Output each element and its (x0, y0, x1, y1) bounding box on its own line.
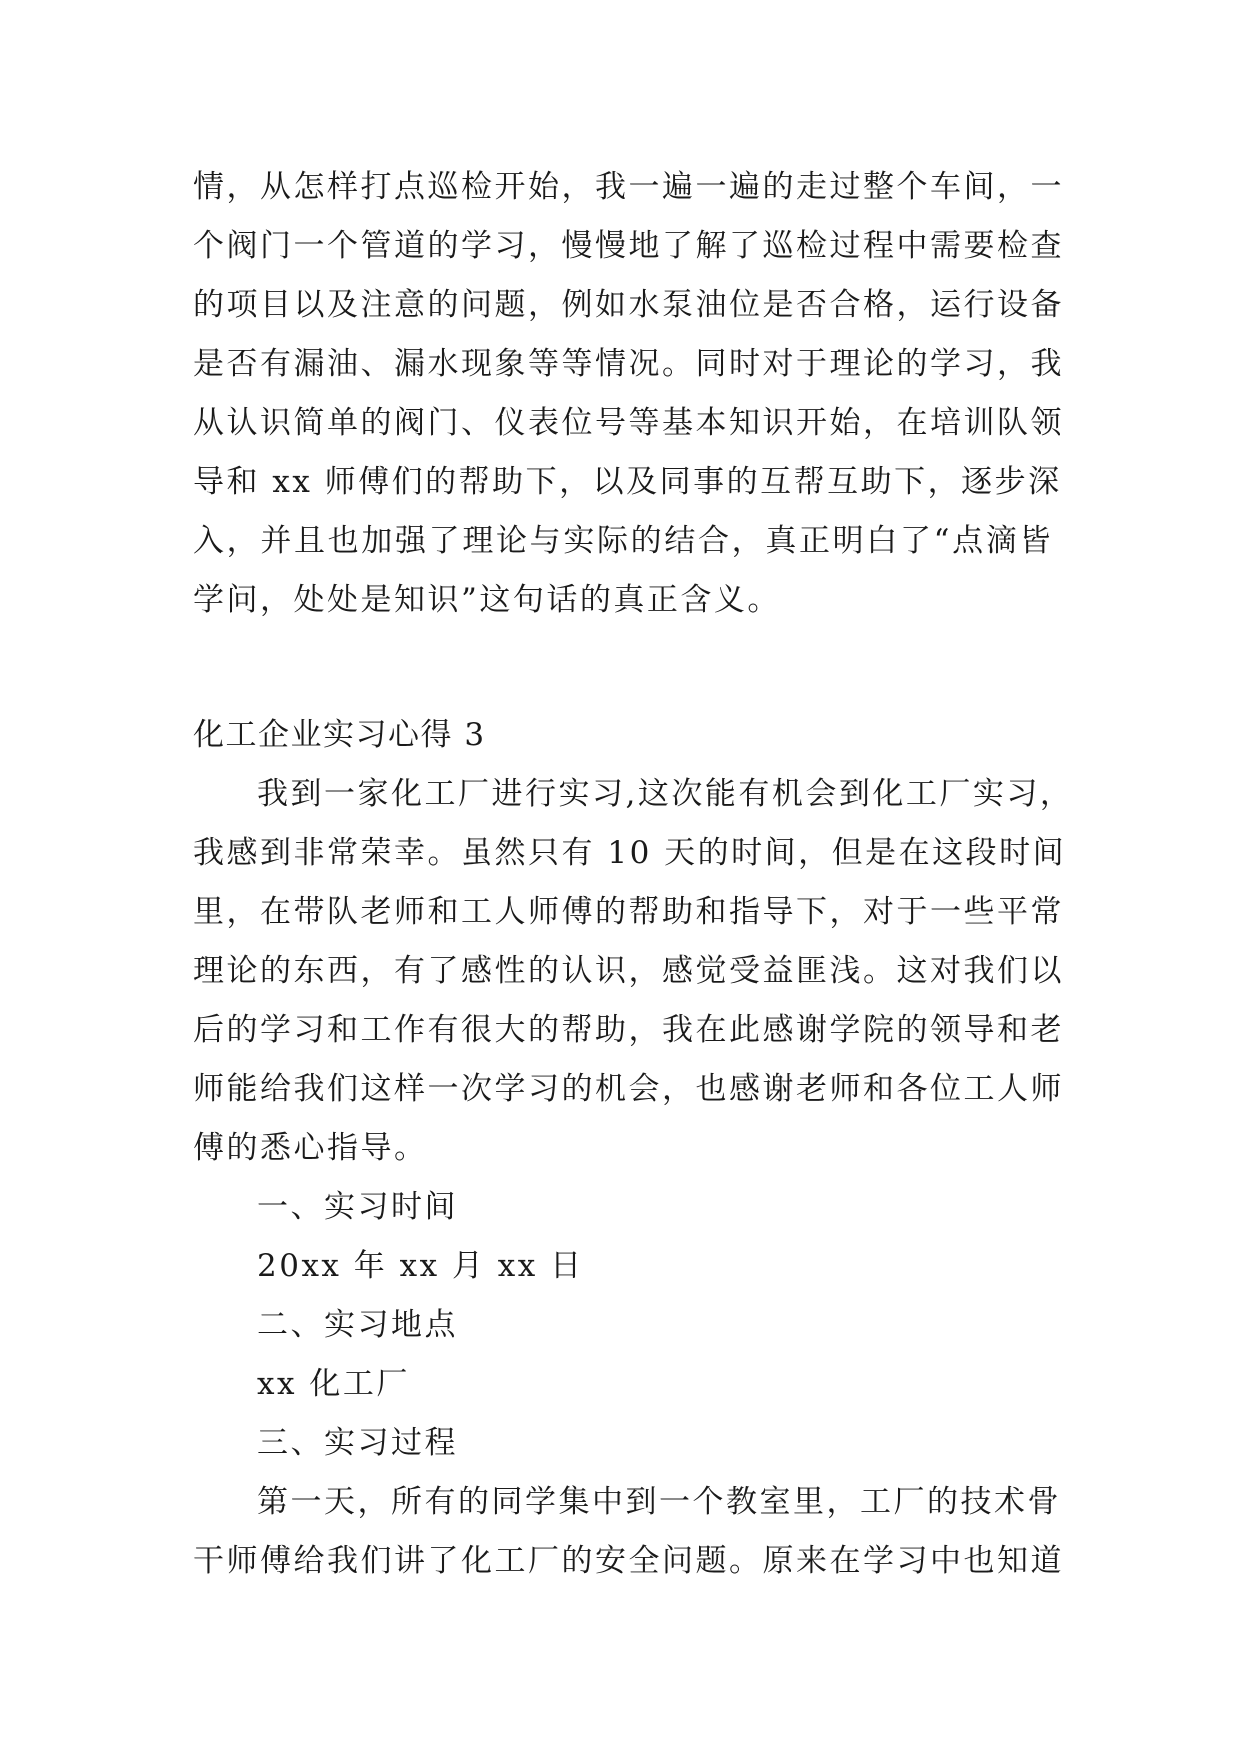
paragraph-intro (193, 765, 1074, 1178)
text-line: 的项目以及注意的问题，例如水泵油位是否合格，运行设备 (193, 287, 1064, 323)
text-line: 我到一家化工厂进行实习,这次能有机会到化工厂实习， (257, 776, 1074, 812)
text-line: 个阀门一个管道的学习，慢慢地了解了巡检过程中需要检查 (193, 228, 1064, 264)
text-line: 第一天，所有的同学集中到一个教室里，工厂的技术骨 (257, 1484, 1061, 1520)
text-line: 情，从怎样打点巡检开始，我一遍一遍的走过整个车间，一 (193, 169, 1064, 205)
list-item-process-heading: 三、实习过程 (257, 1425, 458, 1461)
list-item-time-value: 20xx 年 xx 月 xx 日 (257, 1248, 584, 1284)
text-line: 后的学习和工作有很大的帮助，我在此感谢学院的领导和老 (193, 1012, 1064, 1048)
text-line: 入，并且也加强了理论与实际的结合，真正明白了“点滴皆 (193, 523, 1053, 559)
text-line: 是否有漏油、漏水现象等等情况。同时对于理论的学习，我 (193, 346, 1064, 382)
paragraph-process (193, 1473, 1064, 1591)
info-list (193, 1178, 1053, 1473)
list-item-place-value: xx 化工厂 (257, 1366, 410, 1402)
text-line: 理论的东西，有了感性的认识，感觉受益匪浅。这对我们以 (193, 953, 1064, 989)
paragraph-continued (193, 158, 1064, 630)
document-page (193, 158, 1074, 1591)
text-line: 干师傅给我们讲了化工厂的安全问题。原来在学习中也知道 (193, 1543, 1064, 1579)
text-line: 我感到非常荣幸。虽然只有 10 天的时间，但是在这段时间 (193, 835, 1067, 871)
paragraph-gap (193, 630, 1053, 706)
text-line: 导和 xx 师傅们的帮助下，以及同事的互帮互助下，逐步深 (193, 464, 1062, 500)
list-item-time-heading: 一、实习时间 (257, 1189, 458, 1225)
text-line: 从认识简单的阀门、仪表位号等基本知识开始，在培训队领 (193, 405, 1064, 441)
text-line: 里，在带队老师和工人师傅的帮助和指导下，对于一些平常 (193, 894, 1064, 930)
section-title: 化工企业实习心得 3 (193, 717, 486, 753)
text-line: 师能给我们这样一次学习的机会，也感谢老师和各位工人师 (193, 1071, 1064, 1107)
text-line: 傅的悉心指导。 (193, 1130, 428, 1166)
text-line: 学问，处处是知识”这句话的真正含义。 (193, 582, 781, 618)
list-item-place-heading: 二、实习地点 (257, 1307, 458, 1343)
